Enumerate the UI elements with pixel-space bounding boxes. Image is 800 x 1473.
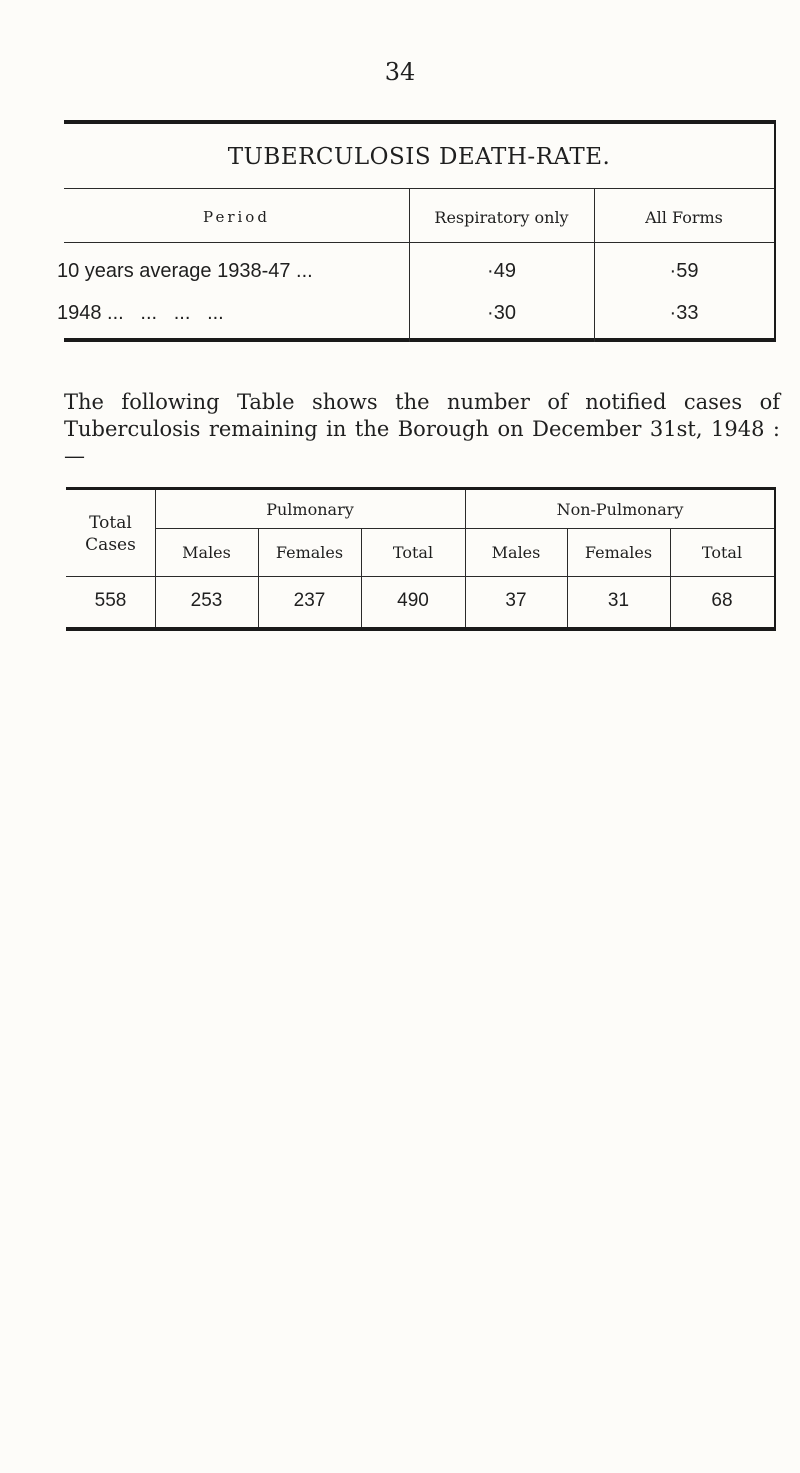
non-pulmonary-females-header: Females xyxy=(584,543,653,562)
death-rate-table-title: TUBERCULOSIS DEATH-RATE. xyxy=(227,144,611,170)
header-bottom-rule xyxy=(66,576,774,577)
pulmonary-total-value: 490 xyxy=(397,590,429,611)
header-bottom-rule xyxy=(64,242,774,243)
pulmonary-females-header: Females xyxy=(275,543,344,562)
non-pulmonary-females-value: 31 xyxy=(607,590,630,611)
total-cases-header: Total Cases xyxy=(85,513,136,555)
all-forms-cell: ·59 xyxy=(669,260,699,282)
notified-cases-table xyxy=(66,487,776,631)
all-forms-header: All Forms xyxy=(645,208,723,227)
pulmonary-total-header: Total xyxy=(392,543,434,562)
respiratory-header: Respiratory only xyxy=(434,208,569,227)
page-number: 34 xyxy=(384,58,416,86)
respiratory-cell: ·30 xyxy=(487,302,516,324)
pulmonary-males-value: 253 xyxy=(190,590,223,611)
period-cell: 1948 ... ... ... ... xyxy=(57,302,224,324)
non-pulmonary-total-header: Total xyxy=(701,543,743,562)
non-pulmonary-header: Non-Pulmonary xyxy=(556,500,684,519)
pulmonary-males-header: Males xyxy=(182,543,231,562)
header-top-rule xyxy=(64,188,774,189)
total-cases-value: 558 xyxy=(94,590,127,611)
pulmonary-header: Pulmonary xyxy=(266,500,354,519)
non-pulmonary-total-value: 68 xyxy=(711,590,733,611)
all-forms-cell: ·33 xyxy=(669,302,699,324)
period-header: Period xyxy=(203,208,270,226)
non-pulmonary-males-value: 37 xyxy=(505,590,527,611)
pulmonary-females-value: 237 xyxy=(293,590,326,611)
non-pulmonary-males-header: Males xyxy=(491,543,541,562)
death-rate-table xyxy=(57,120,776,342)
period-cell: 10 years average 1938-47 ... xyxy=(57,260,313,282)
respiratory-cell: ·49 xyxy=(487,260,516,282)
body-paragraph: The following Table shows the number of notified cases of Tuberculosis remaining in the Borough on December 31st, 1948 :— xyxy=(64,390,780,468)
